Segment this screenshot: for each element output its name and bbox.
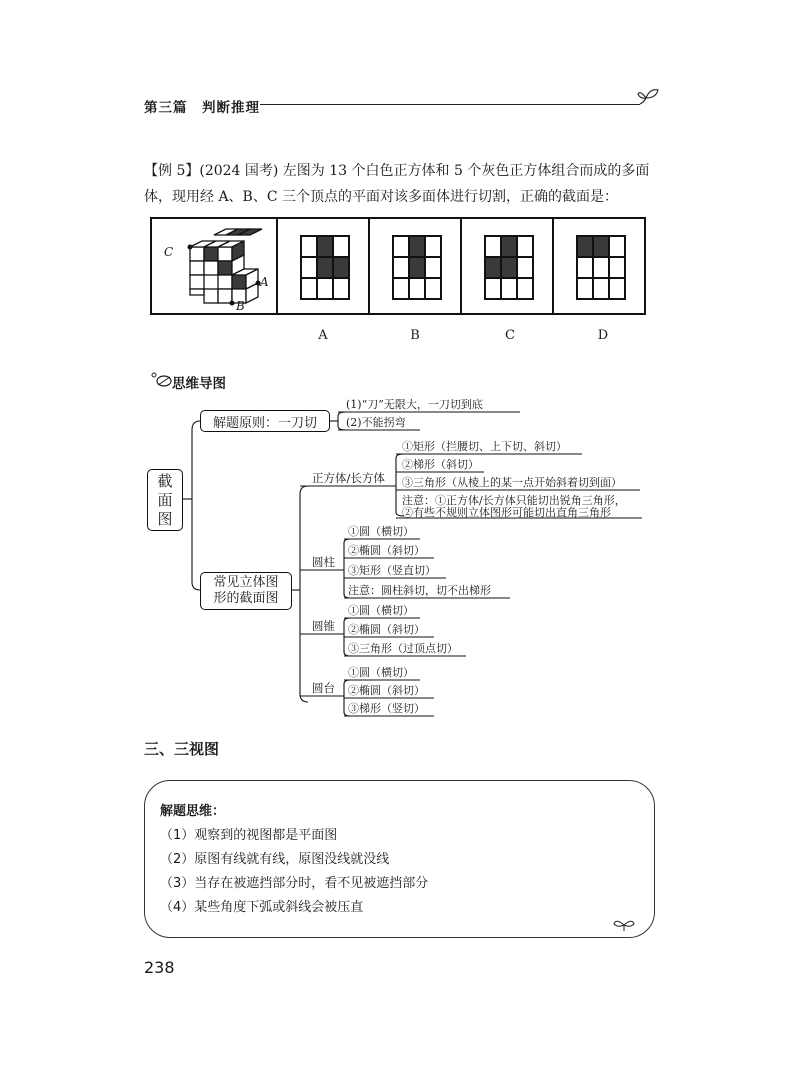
option-label-c: C <box>505 328 515 343</box>
cylinder-item: ②椭圆（斜切） <box>348 544 425 557</box>
tip-item: （2）原图有线就有线，原图没线就没线 <box>160 852 390 867</box>
group-name-cone: 圆锥 <box>312 619 335 633</box>
cylinder-item: ③矩形（竖直切） <box>348 564 436 577</box>
cube-item: ②梯形（斜切） <box>402 458 479 471</box>
tip-item: （4）某些角度下弧或斜线会被压直 <box>160 900 364 915</box>
mindmap-common-node: 常见立体图形的截面图 <box>200 572 292 610</box>
option-label-d: D <box>597 328 609 343</box>
section-title: 三、三视图 <box>144 740 220 758</box>
frustum-item: ②椭圆（斜切） <box>348 684 425 697</box>
option-label-a: A <box>318 328 328 343</box>
cube-note-line-1: 注意：①正方体/长方体只能切出锐角三角形， <box>402 494 626 507</box>
question-line-2: 体，现用经 A、B、C 三个顶点的平面对该多面体进行切割，正确的截面是： <box>144 189 619 205</box>
sprout-icon <box>612 916 636 932</box>
mindmap-root-node: 截面图 <box>147 469 183 531</box>
group-name-frustum: 圆台 <box>312 681 335 695</box>
vertex-label-a: A <box>260 275 269 289</box>
tip-title: 解题思维： <box>160 804 226 819</box>
cone-item: ③三角形（过顶点切） <box>348 642 458 655</box>
cube-item: ①矩形（拦腰切、上下切、斜切） <box>402 440 567 453</box>
principle-item: (1)“刀”无限大，一刀切到底 <box>346 398 483 411</box>
vertex-label-c: C <box>164 245 174 259</box>
page-number: 238 <box>144 958 175 977</box>
mindmap-principle-node: 解题原则：一刀切 <box>200 410 330 432</box>
principle-item: (2)不能拐弯 <box>346 416 406 429</box>
tip-item: （1）观察到的视图都是平面图 <box>160 828 338 843</box>
option-label-b: B <box>410 328 420 343</box>
cone-item: ②椭圆（斜切） <box>348 623 425 636</box>
mindmap-title: 思维导图 <box>172 376 226 392</box>
frustum-item: ①圆（横切） <box>348 666 414 679</box>
cylinder-item: ①圆（横切） <box>348 525 414 538</box>
frustum-item: ③梯形（竖切） <box>348 702 425 715</box>
tip-item: （3）当存在被遮挡部分时，看不见被遮挡部分 <box>160 876 429 891</box>
cube-note-line-2: ②有些不规则立体图形可能切出直角三角形 <box>402 506 611 519</box>
cylinder-note: 注意：圆柱斜切，切不出梯形 <box>348 584 491 597</box>
group-name-cube: 正方体/长方体 <box>312 471 385 485</box>
question-line-1: 【例 5】(2024 国考) 左图为 13 个白色正方体和 5 个灰色正方体组合而成的多面 <box>144 163 650 179</box>
vertex-label-b: B <box>236 299 245 313</box>
cone-item: ①圆（横切） <box>348 604 414 617</box>
group-name-cylinder: 圆柱 <box>312 555 335 569</box>
section-header-title: 第三篇 判断推理 <box>144 100 260 116</box>
cube-item: ③三角形（从棱上的某一点开始斜着切到面） <box>402 476 622 489</box>
